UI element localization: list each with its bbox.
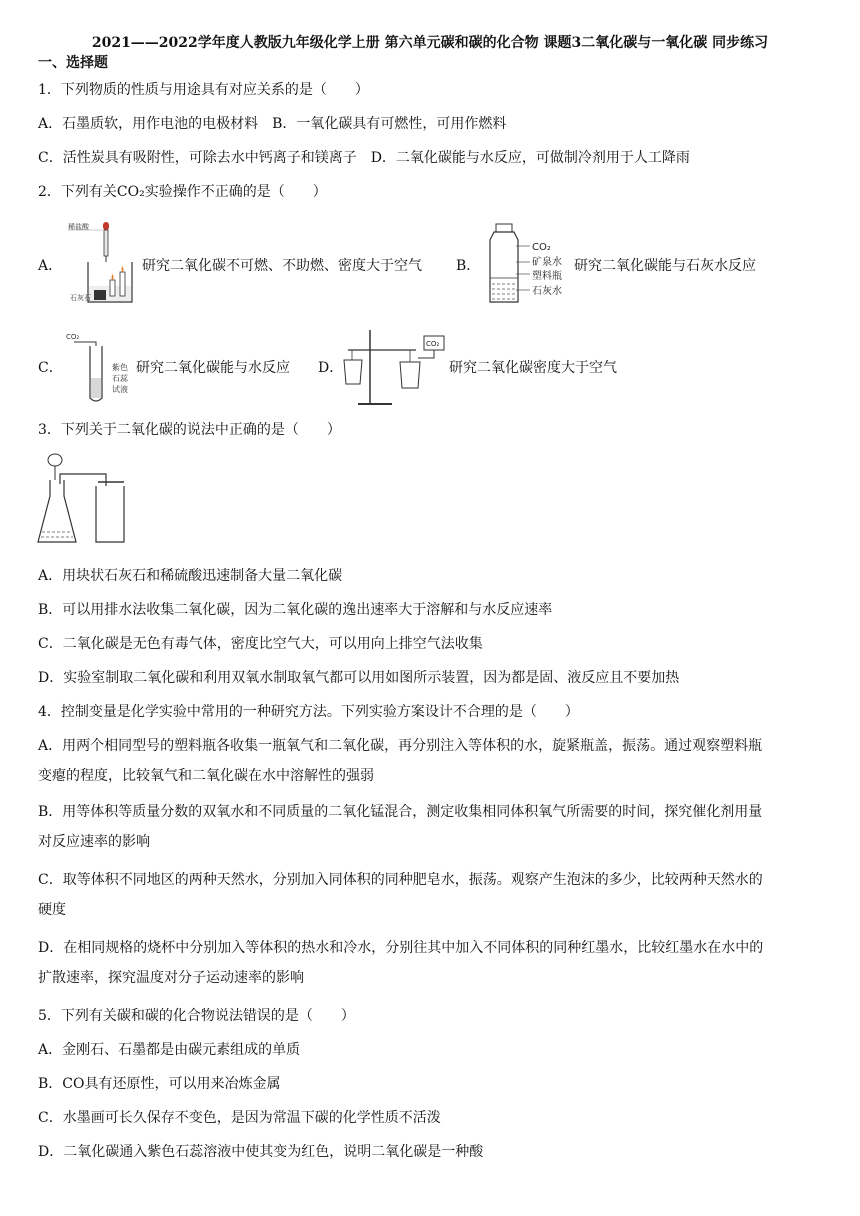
q3-option-b: B．可以用排水法收集二氧化碳，因为二氧化碳的逸出速率大于溶解和与水反应速率 (38, 602, 553, 618)
label-co2: CO₂ (532, 242, 551, 253)
label-co2-d: CO₂ (426, 340, 440, 348)
label-co2-c: CO₂ (66, 333, 80, 341)
q1-options-ab: A．石墨质软，用作电池的电极材料 B．一氧化碳具有可燃性，可用作燃料 (38, 116, 507, 132)
label-lime-water: 石灰水 (532, 286, 562, 297)
q2-option-d-text: 研究二氧化碳密度大于空气 (449, 360, 617, 376)
q4-stem: 4．控制变量是化学实验中常用的一种研究方法。下列实验方案设计不合理的是（ ） (38, 704, 579, 720)
q3-option-a: A．用块状石灰石和稀硫酸迅速制备大量二氧化碳 (38, 568, 343, 584)
q5-option-d: D．二氧化碳通入紫色石蕊溶液中使其变为红色，说明二氧化碳是一种酸 (38, 1144, 484, 1160)
label-solution: 试液 (112, 385, 128, 394)
q4-option-d-line1: D．在相同规格的烧杯中分别加入等体积的热水和冷水，分别往其中加入不同体积的同种红墨水，比较红墨水在水中的 (38, 940, 764, 956)
q5-stem: 5．下列有关碳和碳的化合物说法错误的是（ ） (38, 1008, 355, 1024)
q2-option-a-text: 研究二氧化碳不可燃、不助燃、密度大于空气 (142, 258, 422, 274)
q4-option-c-line2: 硬度 (38, 902, 66, 918)
q1-options-cd: C．活性炭具有吸附性，可除去水中钙离子和镁离子 D．二氧化碳能与水反应，可做制冷剂用于人工降雨 (38, 150, 690, 166)
q4-option-a-line2: 变瘪的程度，比较氧气和二氧化碳在水中溶解性的强弱 (38, 768, 374, 784)
q4-option-d-line2: 扩散速率，探究温度对分子运动速率的影响 (38, 970, 304, 986)
q5-option-a: A．金刚石、石墨都是由碳元素组成的单质 (38, 1042, 301, 1058)
q2-figure-b-bottle (484, 222, 572, 306)
q4-option-a-line1: A．用两个相同型号的塑料瓶各收集一瓶氧气和二氧化碳，再分别注入等体积的水，旋紧瓶盖，振荡。通过观察塑料瓶 (38, 738, 763, 754)
label-litmus: 石蕊 (112, 374, 128, 383)
q4-option-b-line2: 对反应速率的影响 (38, 834, 150, 850)
q3-figure-apparatus (36, 452, 132, 550)
q2-option-b-text: 研究二氧化碳能与石灰水反应 (574, 258, 756, 274)
q3-option-d: D．实验室制取二氧化碳和利用双氧水制取氧气都可以用如图所示装置，因为都是固、液反应且不要加热 (38, 670, 680, 686)
label-stone: 石灰石 (70, 294, 91, 302)
document-title: 2021——2022学年度人教版九年级化学上册 第六单元碳和碳的化合物 课题3二氧化碳与一氧化碳 同步练习 (91, 35, 769, 51)
section-heading: 一、选择题 (38, 55, 108, 71)
q5-option-b: B．CO具有还原性，可以用来冶炼金属 (38, 1076, 281, 1092)
q4-option-b-line1: B．用等体积等质量分数的双氧水和不同质量的二氧化锰混合，测定收集相同体积氧气所需要的时间，探究催化剂用量 (38, 804, 763, 820)
q3-stem: 3．下列关于二氧化碳的说法中正确的是（ ） (38, 422, 341, 438)
q2-figure-a-beaker (66, 220, 140, 306)
label-purple: 紫色 (112, 363, 128, 372)
q2-option-c-letter: C． (38, 360, 63, 376)
q2-option-d-letter: D． (318, 360, 344, 376)
q1-stem: 1．下列物质的性质与用途具有对应关系的是（ ） (38, 82, 369, 98)
q4-option-c-line1: C．取等体积不同地区的两种天然水，分别加入同体积的同种肥皂水，振荡。观察产生泡沫的多少，比较两种天然水的 (38, 872, 763, 888)
q2-option-c-text: 研究二氧化碳能与水反应 (136, 360, 290, 376)
q2-figure-c-test-tube (62, 328, 136, 404)
q2-option-a-letter: A． (38, 258, 63, 274)
q2-stem: 2．下列有关CO₂实验操作不正确的是（ ） (38, 184, 327, 200)
label-mineral-water: 矿泉水 (532, 257, 562, 268)
q3-option-c: C．二氧化碳是无色有毒气体，密度比空气大，可以用向上排空气法收集 (38, 636, 483, 652)
label-acid: 稀盐酸 (68, 223, 89, 231)
q2-figure-d-balance (342, 326, 448, 408)
label-plastic-bottle: 塑料瓶 (532, 271, 562, 282)
q5-option-c: C．水墨画可长久保存不变色，是因为常温下碳的化学性质不活泼 (38, 1110, 441, 1126)
q2-option-b-letter: B． (456, 258, 481, 274)
